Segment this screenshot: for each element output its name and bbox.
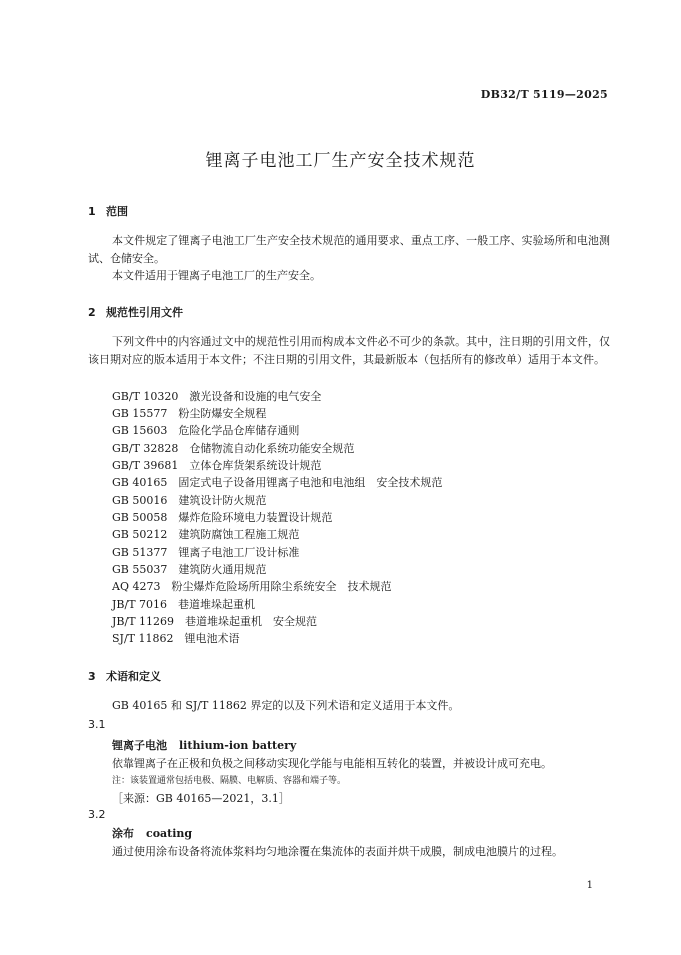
section-2-title: 规范性引用文件	[106, 306, 183, 319]
term-3-1-heading	[112, 737, 296, 753]
term-3-1-number: 3.1	[88, 718, 106, 731]
section-2-paragraph-1: 下列文件中的内容通过文中的规范性引用而构成本文件必不可少的条款。其中，注日期的引用文件，仅该日期对应的版本适用于本文件；不注日期的引用文件，其最新版本（包括所有的修改单）适用于本文件。	[88, 335, 610, 366]
section-2-heading	[88, 304, 183, 320]
section-1-title: 范围	[106, 205, 128, 218]
reference-item: GB 55037 建筑防火通用规范	[112, 563, 267, 576]
reference-item: JB/T 11269 巷道堆垛起重机 安全规范	[112, 615, 318, 628]
term-3-2-en: coating	[146, 827, 193, 840]
reference-item: GB/T 10320 激光设备和设施的电气安全	[112, 390, 322, 403]
term-3-1-source: ［来源：GB 40165—2021，3.1］	[112, 792, 290, 805]
section-3-paragraph-1: GB 40165 和 SJ/T 11862 界定的以及下列术语和定义适用于本文件。	[112, 699, 460, 712]
page-number: 1	[586, 880, 593, 891]
reference-item: GB 50058 爆炸危险环境电力装置设计规范	[112, 511, 333, 524]
term-3-1-note: 注：该装置通常包括电极、隔膜、电解质、容器和端子等。	[112, 776, 347, 786]
reference-item: GB 15577 粉尘防爆安全规程	[112, 407, 267, 420]
term-3-2-heading	[112, 825, 192, 841]
section-1-paragraph-2: 本文件适用于锂离子电池工厂的生产安全。	[112, 269, 321, 282]
reference-item: GB/T 39681 立体仓库货架系统设计规范	[112, 459, 322, 472]
reference-item: GB 50212 建筑防腐蚀工程施工规范	[112, 528, 300, 541]
section-1-heading	[88, 203, 128, 219]
document-number: DB32/T 5119—2025	[480, 88, 608, 101]
reference-item: AQ 4273 粉尘爆炸危险场所用除尘系统安全 技术规范	[112, 580, 392, 593]
reference-item: SJ/T 11862 锂电池术语	[112, 632, 240, 645]
term-3-2-zh: 涂布	[112, 827, 134, 840]
reference-item: GB 50016 建筑设计防火规范	[112, 494, 267, 507]
term-3-1-definition: 依靠锂离子在正极和负极之间移动实现化学能与电能相互转化的装置，并被设计成可充电。	[112, 757, 552, 770]
section-3-heading	[88, 668, 161, 684]
section-3-title: 术语和定义	[106, 670, 161, 683]
reference-item: GB 51377 锂离子电池工厂设计标准	[112, 546, 300, 559]
reference-item: GB/T 32828 仓储物流自动化系统功能安全规范	[112, 442, 355, 455]
term-3-2-number: 3.2	[88, 808, 106, 821]
document-title: 锂离子电池工厂生产安全技术规范	[205, 151, 476, 171]
term-3-2-definition: 通过使用涂布设备将流体浆料均匀地涂覆在集流体的表面并烘干成膜，制成电池膜片的过程。	[112, 845, 563, 858]
term-3-1-en: lithium-ion battery	[179, 739, 297, 752]
term-3-1-zh: 锂离子电池	[112, 739, 167, 752]
section-1-paragraph-1: 本文件规定了锂离子电池工厂生产安全技术规范的通用要求、重点工序、一般工序、实验场所和电池测试、仓储安全。	[88, 234, 610, 265]
reference-item: GB 15603 危险化学品仓库储存通则	[112, 424, 300, 437]
section-3-number: 3	[88, 670, 96, 683]
section-1-number: 1	[88, 205, 96, 218]
reference-item: JB/T 7016 巷道堆垛起重机	[112, 598, 256, 611]
section-2-number: 2	[88, 306, 96, 319]
reference-item: GB 40165 固定式电子设备用锂离子电池和电池组 安全技术规范	[112, 476, 443, 489]
